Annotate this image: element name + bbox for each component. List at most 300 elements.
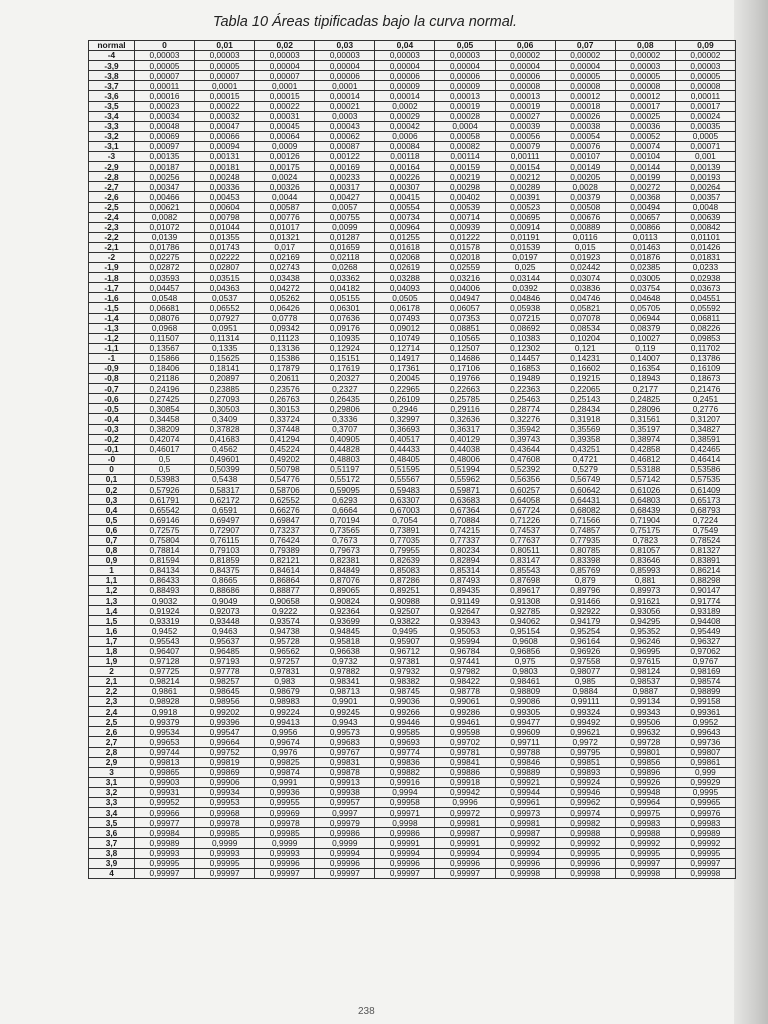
probability-cell: 0,99971	[375, 808, 435, 818]
probability-cell: 0,17619	[315, 364, 375, 374]
probability-cell: 0,00029	[375, 111, 435, 121]
table-row	[89, 565, 736, 575]
probability-cell: 0,9956	[255, 727, 315, 737]
table-row	[89, 51, 736, 61]
probability-cell: 0,00003	[315, 51, 375, 61]
probability-cell: 0,00011	[675, 91, 735, 101]
table-row	[89, 636, 736, 646]
probability-cell: 0,00015	[255, 91, 315, 101]
probability-cell: 0,00111	[495, 152, 555, 162]
probability-cell: 0,07636	[315, 313, 375, 323]
probability-cell: 0,00024	[675, 111, 735, 121]
probability-cell: 0,18943	[615, 374, 675, 384]
probability-cell: 0,03288	[375, 273, 435, 283]
z-value-cell: -0,4	[89, 414, 135, 424]
probability-cell: 0,04457	[135, 283, 195, 293]
probability-cell: 0,83398	[555, 555, 615, 565]
probability-cell: 0,87286	[375, 575, 435, 585]
z-value-cell: 3,5	[89, 818, 135, 828]
probability-cell: 0,99991	[435, 838, 495, 848]
probability-cell: 0,16109	[675, 364, 735, 374]
table-row	[89, 656, 736, 666]
probability-cell: 0,98461	[495, 676, 555, 686]
probability-cell: 0,00964	[375, 222, 435, 232]
table-row	[89, 353, 736, 363]
probability-cell: 0,82639	[375, 555, 435, 565]
probability-cell: 0,99944	[495, 787, 555, 797]
probability-cell: 0,99851	[555, 757, 615, 767]
probability-cell: 0,0003	[315, 111, 375, 121]
probability-cell: 0,99869	[195, 767, 255, 777]
probability-cell: 0,74537	[495, 525, 555, 535]
probability-cell: 0,03673	[675, 283, 735, 293]
probability-cell: 0,99061	[435, 697, 495, 707]
probability-cell: 0,82381	[315, 555, 375, 565]
probability-cell: 0,99305	[495, 707, 555, 717]
probability-cell: 0,01876	[615, 252, 675, 262]
probability-cell: 0,00025	[615, 111, 675, 121]
probability-cell: 0,9972	[555, 737, 615, 747]
probability-cell: 0,06301	[315, 303, 375, 313]
probability-cell: 0,80234	[435, 545, 495, 555]
probability-cell: 0,0968	[135, 323, 195, 333]
probability-cell: 0,9887	[615, 687, 675, 697]
probability-cell: 0,97257	[255, 656, 315, 666]
probability-cell: 0,68082	[555, 505, 615, 515]
table-row	[89, 787, 736, 797]
probability-cell: 0,98214	[135, 676, 195, 686]
probability-cell: 0,17106	[435, 364, 495, 374]
table-row	[89, 818, 736, 828]
table-row	[89, 464, 736, 474]
z-value-cell: -3,9	[89, 61, 135, 71]
probability-cell: 0,99996	[255, 858, 315, 868]
probability-cell: 0,44433	[375, 444, 435, 454]
probability-cell: 0,00094	[195, 141, 255, 151]
probability-cell: 0,99995	[135, 858, 195, 868]
probability-cell: 0,40905	[315, 434, 375, 444]
probability-cell: 0,9999	[195, 838, 255, 848]
probability-cell: 0,99324	[555, 707, 615, 717]
probability-cell: 0,00047	[195, 121, 255, 131]
probability-cell: 0,17879	[255, 364, 315, 374]
z-value-cell: -2,3	[89, 222, 135, 232]
probability-cell: 0,02018	[435, 252, 495, 262]
probability-cell: 0,22065	[555, 384, 615, 394]
probability-cell: 0,01017	[255, 222, 315, 232]
probability-cell: 0,96327	[675, 636, 735, 646]
probability-cell: 0,9976	[255, 747, 315, 757]
probability-cell: 0,94408	[675, 616, 735, 626]
probability-cell: 0,86214	[675, 565, 735, 575]
probability-cell: 0,99981	[435, 818, 495, 828]
probability-cell: 0,99446	[375, 717, 435, 727]
probability-cell: 0,99969	[255, 808, 315, 818]
probability-cell: 0,16354	[615, 364, 675, 374]
table-row	[89, 202, 736, 212]
probability-cell: 0,02938	[675, 273, 735, 283]
probability-cell: 0,18406	[135, 364, 195, 374]
table-row	[89, 646, 736, 656]
probability-cell: 0,99983	[615, 818, 675, 828]
probability-cell: 0,12924	[315, 343, 375, 353]
z-value-cell: 2,7	[89, 737, 135, 747]
table-row	[89, 61, 736, 71]
probability-cell: 0,20327	[315, 374, 375, 384]
probability-cell: 0,97441	[435, 656, 495, 666]
probability-cell: 0,99958	[375, 798, 435, 808]
probability-cell: 0,00003	[675, 61, 735, 71]
page-number: 238	[358, 1006, 375, 1017]
probability-cell: 0,999	[675, 767, 735, 777]
probability-cell: 0,00034	[135, 111, 195, 121]
probability-cell: 0,19489	[495, 374, 555, 384]
probability-cell: 0,14231	[555, 353, 615, 363]
probability-cell: 0,08534	[555, 323, 615, 333]
probability-cell: 0,00003	[135, 51, 195, 61]
probability-cell: 0,9943	[315, 717, 375, 727]
z-value-cell: 3,6	[89, 828, 135, 838]
probability-cell: 0,04846	[495, 293, 555, 303]
probability-cell: 0,15386	[255, 353, 315, 363]
probability-cell: 0,99836	[375, 757, 435, 767]
probability-cell: 0,9222	[255, 606, 315, 616]
probability-cell: 0,96784	[435, 646, 495, 656]
probability-cell: 0,42465	[675, 444, 735, 454]
probability-cell: 0,3409	[195, 414, 255, 424]
probability-cell: 0,9803	[495, 666, 555, 676]
table-row	[89, 798, 736, 808]
probability-cell: 0,00336	[195, 182, 255, 192]
probability-cell: 0,54776	[255, 475, 315, 485]
table-row	[89, 71, 736, 81]
probability-cell: 0,00639	[675, 212, 735, 222]
probability-cell: 0,77935	[555, 535, 615, 545]
z-value-cell: -3,7	[89, 81, 135, 91]
probability-cell: 0,38591	[675, 434, 735, 444]
probability-cell: 0,41294	[255, 434, 315, 444]
probability-cell: 0,14917	[375, 353, 435, 363]
probability-cell: 0,9884	[555, 687, 615, 697]
probability-cell: 0,00014	[315, 91, 375, 101]
probability-cell: 0,99992	[555, 838, 615, 848]
probability-cell: 0,9994	[375, 787, 435, 797]
probability-cell: 0,96485	[195, 646, 255, 656]
probability-cell: 0,00021	[315, 101, 375, 111]
probability-cell: 0,20611	[255, 374, 315, 384]
probability-cell: 0,99865	[135, 767, 195, 777]
probability-cell: 0,99998	[615, 868, 675, 878]
probability-cell: 0,01426	[675, 242, 735, 252]
table-row	[89, 707, 736, 717]
probability-cell: 0,05262	[255, 293, 315, 303]
probability-cell: 0,01222	[435, 232, 495, 242]
probability-cell: 0,69847	[255, 515, 315, 525]
probability-cell: 0,00347	[135, 182, 195, 192]
probability-cell: 0,00164	[375, 162, 435, 172]
probability-cell: 0,88686	[195, 586, 255, 596]
probability-cell: 0,99916	[375, 777, 435, 787]
probability-cell: 0,99978	[195, 818, 255, 828]
probability-cell: 0,00019	[435, 101, 495, 111]
probability-cell: 0,19766	[435, 374, 495, 384]
table-row	[89, 697, 736, 707]
probability-cell: 0,99841	[435, 757, 495, 767]
probability-cell: 0,95053	[435, 626, 495, 636]
probability-cell: 0,80511	[495, 545, 555, 555]
z-value-cell: -3,1	[89, 141, 135, 151]
probability-cell: 0,00676	[555, 212, 615, 222]
probability-cell: 0,00219	[435, 172, 495, 182]
probability-cell: 0,99896	[615, 767, 675, 777]
probability-cell: 0,02222	[195, 252, 255, 262]
probability-cell: 0,99831	[315, 757, 375, 767]
probability-cell: 0,99825	[255, 757, 315, 767]
probability-cell: 0,63307	[375, 495, 435, 505]
probability-cell: 0,99989	[135, 838, 195, 848]
probability-cell: 0,00038	[555, 121, 615, 131]
probability-cell: 0,12507	[435, 343, 495, 353]
probability-cell: 0,00004	[495, 61, 555, 71]
probability-cell: 0,02169	[255, 252, 315, 262]
probability-cell: 0,7673	[315, 535, 375, 545]
probability-cell: 0,07493	[375, 313, 435, 323]
probability-cell: 0,00076	[555, 141, 615, 151]
probability-cell: 0,93943	[435, 616, 495, 626]
z-value-cell: 2,9	[89, 757, 135, 767]
table-row	[89, 313, 736, 323]
probability-cell: 0,9952	[675, 717, 735, 727]
probability-cell: 0,14457	[495, 353, 555, 363]
probability-cell: 0,00071	[675, 141, 735, 151]
probability-cell: 0,00755	[315, 212, 375, 222]
probability-cell: 0,99609	[495, 727, 555, 737]
probability-cell: 0,99996	[315, 858, 375, 868]
probability-cell: 0,99995	[615, 848, 675, 858]
probability-cell: 0,52392	[495, 464, 555, 474]
probability-cell: 0,81594	[135, 555, 195, 565]
probability-cell: 0,00039	[495, 121, 555, 131]
probability-cell: 0,31918	[555, 414, 615, 424]
probability-cell: 0,881	[615, 575, 675, 585]
table-row	[89, 131, 736, 141]
probability-cell: 0,00016	[135, 91, 195, 101]
table-row	[89, 444, 736, 454]
probability-cell: 0,98341	[315, 676, 375, 686]
z-value-cell: 2,1	[89, 676, 135, 686]
probability-cell: 0,10204	[555, 333, 615, 343]
z-value-cell: 2,3	[89, 697, 135, 707]
probability-cell: 0,02743	[255, 263, 315, 273]
probability-cell: 0,9495	[375, 626, 435, 636]
probability-cell: 0,00084	[375, 141, 435, 151]
probability-cell: 0,59095	[315, 485, 375, 495]
probability-cell: 0,0778	[255, 313, 315, 323]
probability-cell: 0,00013	[435, 91, 495, 101]
probability-cell: 0,00357	[675, 192, 735, 202]
probability-cell: 0,01539	[495, 242, 555, 252]
probability-cell: 0,99995	[555, 848, 615, 858]
z-value-cell: -2,4	[89, 212, 135, 222]
probability-cell: 0,99461	[435, 717, 495, 727]
probability-cell: 0,74215	[435, 525, 495, 535]
probability-cell: 0,0116	[555, 232, 615, 242]
probability-cell: 0,7224	[675, 515, 735, 525]
probability-cell: 0,9997	[315, 808, 375, 818]
probability-cell: 0,025	[495, 263, 555, 273]
probability-cell: 0,99992	[675, 838, 735, 848]
probability-cell: 0,00008	[555, 81, 615, 91]
table-row	[89, 626, 736, 636]
z-value-cell: -0	[89, 454, 135, 464]
probability-cell: 0,99991	[375, 838, 435, 848]
probability-cell: 0,33724	[255, 414, 315, 424]
probability-cell: 0,02619	[375, 263, 435, 273]
probability-cell: 0,99986	[315, 828, 375, 838]
z-value-cell: -2,9	[89, 162, 135, 172]
probability-cell: 0,09176	[315, 323, 375, 333]
table-row	[89, 848, 736, 858]
probability-cell: 0,00453	[195, 192, 255, 202]
probability-cell: 0,2946	[375, 404, 435, 414]
probability-cell: 0,83646	[615, 555, 675, 565]
probability-cell: 0,13567	[135, 343, 195, 353]
probability-cell: 0,00015	[195, 91, 255, 101]
probability-cell: 0,10565	[435, 333, 495, 343]
probability-cell: 0,00842	[675, 222, 735, 232]
probability-cell: 0,95352	[615, 626, 675, 636]
probability-cell: 0,99921	[495, 777, 555, 787]
table-row	[89, 586, 736, 596]
probability-cell: 0,98809	[495, 687, 555, 697]
probability-cell: 0,00009	[435, 81, 495, 91]
z-value-cell: 0,4	[89, 505, 135, 515]
probability-cell: 0,00027	[495, 111, 555, 121]
table-row	[89, 495, 736, 505]
probability-cell: 0,97128	[135, 656, 195, 666]
probability-cell: 0,84614	[255, 565, 315, 575]
z-value-cell: -1,5	[89, 303, 135, 313]
table-row	[89, 505, 736, 515]
probability-cell: 0,99997	[315, 868, 375, 878]
table-row	[89, 192, 736, 202]
probability-cell: 0,00523	[495, 202, 555, 212]
z-value-cell: 3,9	[89, 858, 135, 868]
probability-cell: 0,99957	[315, 798, 375, 808]
probability-cell: 0,97932	[375, 666, 435, 676]
header-cell: 0,08	[615, 41, 675, 51]
probability-cell: 0,97831	[255, 666, 315, 676]
probability-cell: 0,03515	[195, 273, 255, 283]
probability-cell: 0,0233	[675, 263, 735, 273]
probability-cell: 0,00018	[555, 101, 615, 111]
probability-cell: 0,26109	[375, 394, 435, 404]
probability-cell: 0,99993	[255, 848, 315, 858]
probability-cell: 0,99994	[315, 848, 375, 858]
probability-cell: 0,60642	[555, 485, 615, 495]
probability-cell: 0,99996	[555, 858, 615, 868]
z-value-cell: 1,5	[89, 616, 135, 626]
probability-cell: 0,75175	[615, 525, 675, 535]
probability-cell: 0,02118	[315, 252, 375, 262]
probability-cell: 0,00023	[135, 101, 195, 111]
z-value-cell: 0,1	[89, 475, 135, 485]
probability-cell: 0,56356	[495, 475, 555, 485]
probability-cell: 0,99856	[615, 757, 675, 767]
z-value-cell: -1,6	[89, 293, 135, 303]
probability-cell: 0,32636	[435, 414, 495, 424]
z-value-cell: -4	[89, 51, 135, 61]
z-value-cell: 0	[89, 464, 135, 474]
probability-cell: 0,00042	[375, 121, 435, 131]
header-cell: 0,05	[435, 41, 495, 51]
probability-cell: 0,67003	[375, 505, 435, 515]
probability-cell: 0,63683	[435, 495, 495, 505]
probability-cell: 0,00212	[495, 172, 555, 182]
probability-cell: 0,99886	[435, 767, 495, 777]
probability-cell: 0,22663	[435, 384, 495, 394]
probability-cell: 0,10935	[315, 333, 375, 343]
probability-cell: 0,25463	[495, 394, 555, 404]
z-value-cell: -0,3	[89, 424, 135, 434]
probability-cell: 0,44038	[435, 444, 495, 454]
table-row	[89, 101, 736, 111]
probability-cell: 0,00022	[255, 101, 315, 111]
probability-cell: 0,95728	[255, 636, 315, 646]
probability-cell: 0,99998	[555, 868, 615, 878]
probability-cell: 0,00069	[135, 131, 195, 141]
probability-cell: 0,79955	[375, 545, 435, 555]
probability-cell: 0,00003	[255, 51, 315, 61]
table-row	[89, 81, 736, 91]
z-value-cell: -1	[89, 353, 135, 363]
z-value-cell: 1,1	[89, 575, 135, 585]
probability-cell: 0,95818	[315, 636, 375, 646]
table-row	[89, 737, 736, 747]
probability-cell: 0,99266	[375, 707, 435, 717]
probability-cell: 0,07215	[495, 313, 555, 323]
probability-cell: 0,62172	[195, 495, 255, 505]
probability-cell: 0,99942	[435, 787, 495, 797]
probability-cell: 0,96856	[495, 646, 555, 656]
probability-cell: 0,93448	[195, 616, 255, 626]
probability-cell: 0,0505	[375, 293, 435, 303]
probability-cell: 0,64803	[615, 495, 675, 505]
probability-cell: 0,97882	[315, 666, 375, 676]
probability-cell: 0,0002	[375, 101, 435, 111]
probability-cell: 0,9901	[315, 697, 375, 707]
probability-cell: 0,22965	[375, 384, 435, 394]
probability-cell: 0,00427	[315, 192, 375, 202]
probability-cell: 0,84375	[195, 565, 255, 575]
probability-cell: 0,97615	[615, 656, 675, 666]
probability-cell: 0,01191	[495, 232, 555, 242]
probability-cell: 0,75804	[135, 535, 195, 545]
probability-cell: 0,08851	[435, 323, 495, 333]
probability-cell: 0,00005	[615, 71, 675, 81]
probability-cell: 0,97381	[375, 656, 435, 666]
probability-cell: 0,60257	[495, 485, 555, 495]
header-cell: 0,04	[375, 41, 435, 51]
probability-cell: 0,03005	[615, 273, 675, 283]
probability-cell: 0,09012	[375, 323, 435, 333]
probability-cell: 0,20897	[195, 374, 255, 384]
probability-cell: 0,99955	[255, 798, 315, 808]
probability-cell: 0,72907	[195, 525, 255, 535]
probability-cell: 0,67724	[495, 505, 555, 515]
probability-cell: 0,40517	[375, 434, 435, 444]
probability-cell: 0,94062	[495, 616, 555, 626]
